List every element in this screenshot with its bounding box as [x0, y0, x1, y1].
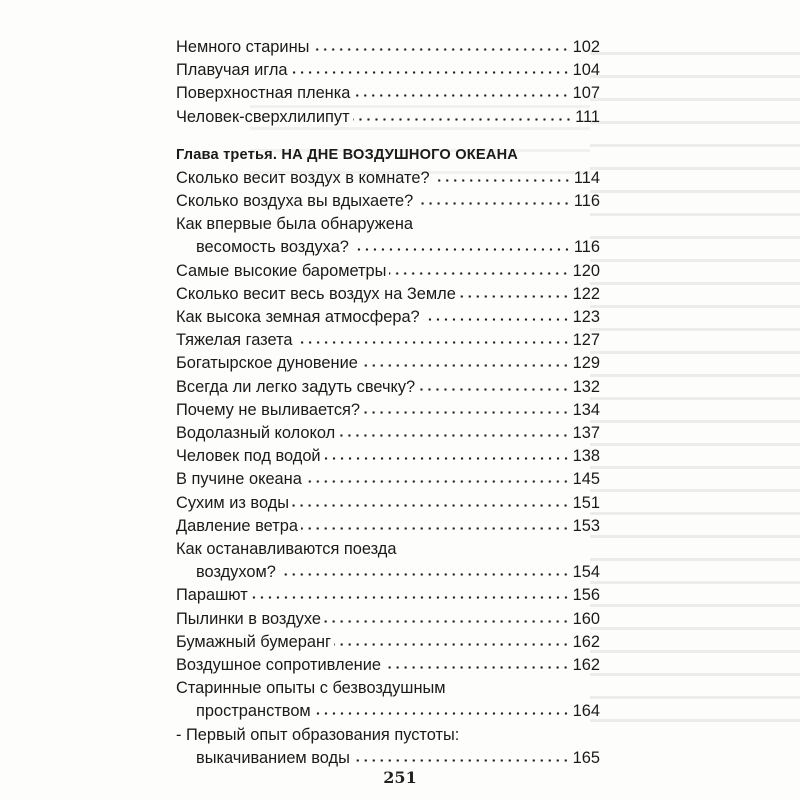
toc-entry	[176, 608, 600, 631]
toc-entry-title: Как останавливаются поезда	[176, 540, 397, 559]
toc-entry-title: Как высока земная атмосфера?	[176, 308, 420, 327]
toc-entry-title: Тяжелая газета	[176, 331, 293, 350]
toc-entry	[176, 445, 600, 468]
toc-entry	[176, 468, 600, 491]
toc-entry-title: пространством	[196, 702, 311, 721]
toc-entry-page: 129	[572, 354, 600, 373]
dot-leader	[361, 364, 570, 367]
toc-entry-title: Водолазный колокол	[176, 424, 336, 443]
bleed-through-text	[590, 40, 800, 740]
toc-entry-page: 127	[572, 331, 600, 350]
toc-entry-title: Всегда ли легко задуть свечку?	[176, 377, 416, 396]
dot-leader	[296, 341, 570, 344]
toc-entry-title: выкачиванием воды	[196, 748, 350, 767]
dot-leader	[353, 759, 570, 762]
toc-entry-page: 120	[572, 261, 600, 280]
toc-entry	[176, 190, 600, 213]
toc-entry-title: Поверхностная пленка	[176, 84, 351, 103]
toc-entry-page: 107	[572, 84, 600, 103]
toc-entry-title: весомость воздуха?	[196, 238, 349, 257]
toc-entry-page: 165	[572, 748, 600, 767]
toc-entry-title: Воздушное сопротивление	[176, 656, 382, 675]
toc-entry	[176, 376, 600, 399]
toc-entry-page: 102	[572, 38, 600, 56]
toc-entries-previous-chapter	[176, 36, 600, 129]
toc-entry-page: 151	[572, 493, 600, 512]
toc-entry-title: - Первый опыт образования пустоты:	[176, 725, 460, 744]
toc-entry-title: Парашют	[176, 586, 248, 605]
toc-entry	[176, 36, 600, 59]
toc-entry	[176, 306, 600, 329]
toc-entry-first-line	[176, 213, 600, 236]
toc-entry	[176, 106, 600, 129]
toc-entry-title: Самые высокие барометры	[176, 261, 387, 280]
toc-entry-page: 104	[572, 61, 600, 80]
toc-entry-first-line	[176, 538, 600, 561]
toc-entry-title: Богатырское дуновение	[176, 354, 358, 373]
toc-entry-page: 123	[572, 308, 600, 327]
toc-entry-title: Давление ветра	[176, 516, 298, 535]
toc-entry-page: 154	[572, 563, 600, 582]
toc-entries-chapter-three	[176, 167, 600, 770]
dot-leader	[324, 620, 570, 623]
dot-leader	[279, 573, 570, 576]
toc-entry-title: Почему не выливается?	[176, 400, 361, 419]
dot-leader	[352, 248, 571, 251]
toc-entry-page: 122	[572, 284, 600, 303]
toc-entry-page: 116	[573, 192, 600, 211]
toc-entry-title: Плавучая игла	[176, 61, 288, 80]
toc-entry-title: Сухим из воды	[176, 493, 290, 512]
dot-leader	[418, 388, 569, 391]
dot-leader	[292, 504, 570, 507]
toc-entry	[176, 515, 600, 538]
toc-entry-continuation	[176, 236, 600, 259]
toc-entry	[176, 631, 600, 654]
dot-leader	[312, 48, 569, 51]
toc-entry-title: воздухом?	[196, 563, 276, 582]
dot-leader	[305, 480, 570, 483]
toc-entry	[176, 492, 600, 515]
toc-entry-page: 153	[572, 516, 600, 535]
dot-leader	[459, 295, 570, 298]
toc-entry	[176, 329, 600, 352]
dot-leader	[389, 272, 569, 275]
toc-entry	[176, 82, 600, 105]
toc-entry-title: Человек под водой	[176, 447, 321, 466]
toc-entry-continuation	[176, 747, 600, 770]
dot-leader	[433, 179, 571, 182]
toc-entry-continuation	[176, 700, 600, 723]
page-number: 251	[383, 768, 417, 787]
dot-leader	[416, 202, 571, 205]
dot-leader	[251, 596, 570, 599]
toc-entry-page: 156	[572, 586, 600, 605]
dot-leader	[338, 434, 569, 437]
toc-entry-title: Пылинки в воздухе	[176, 609, 321, 628]
table-of-contents	[176, 36, 600, 770]
toc-entry-page: 134	[572, 400, 600, 419]
dot-leader	[423, 318, 570, 321]
dot-leader	[314, 712, 570, 715]
toc-entry-title: Немного старины	[176, 38, 310, 56]
toc-entry-page: 116	[573, 238, 600, 257]
toc-entry-page: 132	[572, 377, 600, 396]
toc-entry-title: Как впервые была обнаружена	[176, 215, 413, 234]
toc-entry-title: Человек-сверхлилипут	[176, 107, 350, 126]
toc-entry-title: В пучине океана	[176, 470, 302, 489]
toc-entry-page: 145	[572, 470, 600, 489]
toc-entry-page: 160	[572, 609, 600, 628]
toc-entry	[176, 584, 600, 607]
toc-entry	[176, 260, 600, 283]
toc-entry-first-line	[176, 724, 600, 747]
dot-leader	[363, 411, 570, 414]
toc-entry	[176, 352, 600, 375]
toc-entry-first-line	[176, 677, 600, 700]
toc-entry-title: Старинные опыты с безвоздушным	[176, 679, 446, 698]
dot-leader	[384, 666, 570, 669]
chapter-heading: Глава третья. НА ДНЕ ВОЗДУШНОГО ОКЕАНА	[176, 146, 519, 163]
toc-entry-page: 137	[572, 424, 600, 443]
toc-entry-continuation	[176, 561, 600, 584]
toc-entry-page: 164	[572, 702, 600, 721]
toc-entry	[176, 59, 600, 82]
toc-entry	[176, 654, 600, 677]
toc-entry	[176, 283, 600, 306]
toc-entry-page: 114	[573, 168, 600, 187]
toc-entry-page: 162	[572, 656, 600, 675]
dot-leader	[334, 643, 570, 646]
toc-entry-title: Сколько весит воздух в комнате?	[176, 168, 430, 187]
toc-entry	[176, 422, 600, 445]
dot-leader	[301, 527, 570, 530]
toc-entry-title: Сколько воздуха вы вдыхаете?	[176, 192, 414, 211]
toc-entry	[176, 399, 600, 422]
toc-entry	[176, 167, 600, 190]
toc-entry-page: 138	[572, 447, 600, 466]
toc-entry-title: Бумажный бумеранг	[176, 632, 331, 651]
toc-entry-title: Сколько весит весь воздух на Земле	[176, 284, 456, 303]
toc-entry-page: 162	[572, 632, 600, 651]
dot-leader	[324, 457, 570, 460]
toc-entry-page: 111	[575, 107, 600, 126]
dot-leader	[291, 71, 570, 74]
dot-leader	[353, 94, 569, 97]
dot-leader	[353, 118, 572, 121]
